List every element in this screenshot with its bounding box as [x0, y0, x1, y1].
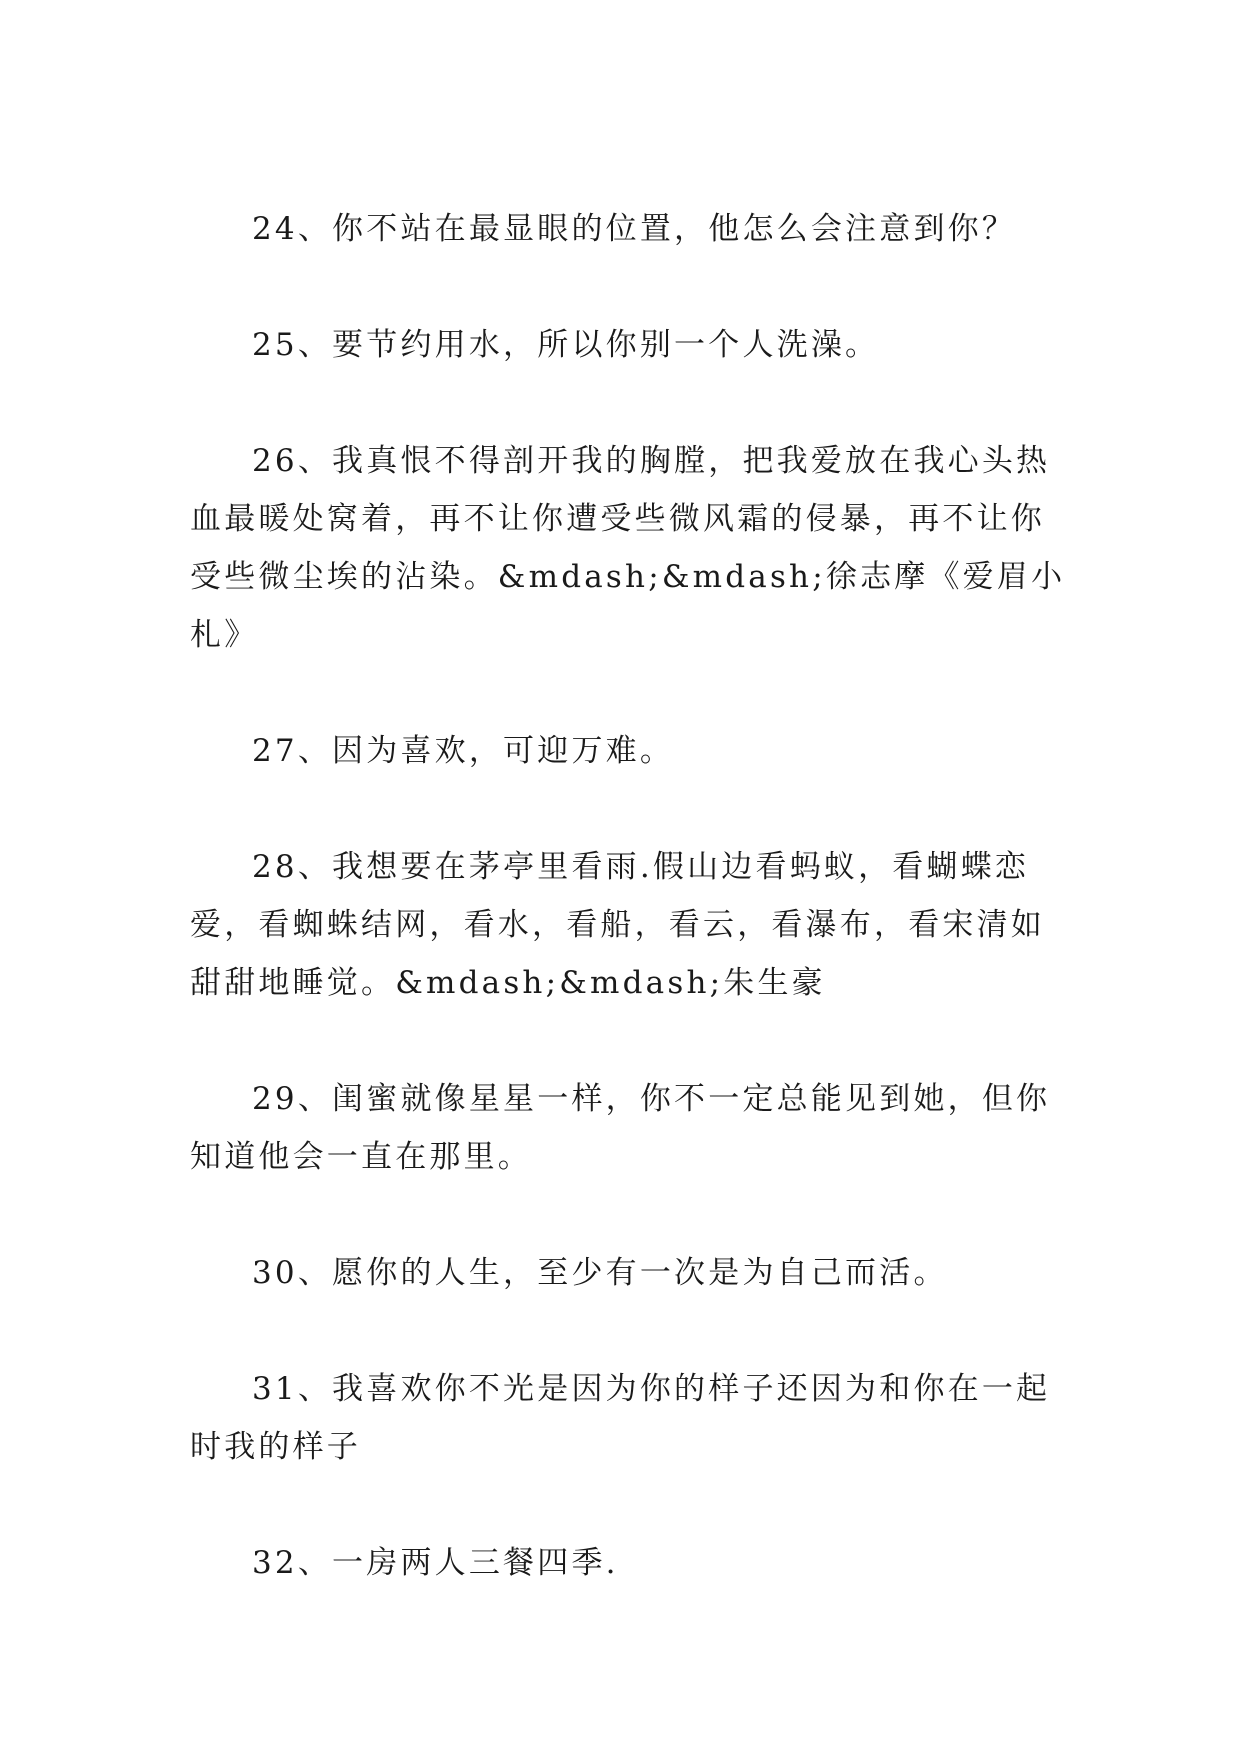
- paragraph-26: 26、我真恨不得剖开我的胸膛，把我爱放在我心头热血最暖处窝着，再不让你遭受些微风霜的侵暴，再不让你受些微尘埃的沾染。&mdash;&mdash;徐志摩《爱眉小札》: [190, 443, 1066, 653]
- paragraph-28: 28、我想要在茅亭里看雨.假山边看蚂蚁，看蝴蝶恋爱，看蜘蛛结网，看水，看船，看云，看瀑布，看宋清如甜甜地睡觉。&mdash;&mdash;朱生豪: [190, 849, 1045, 1001]
- paragraph-27: 27、因为喜欢，可迎万难。: [252, 733, 675, 769]
- paragraph-24: 24、你不站在最显眼的位置，他怎么会注意到你？: [252, 211, 1017, 247]
- paragraph-29: 29、闺蜜就像星星一样，你不一定总能见到她，但你知道他会一直在那里。: [190, 1081, 1051, 1175]
- paragraph-32: 32、一房两人三餐四季.: [252, 1545, 619, 1581]
- document-body: [190, 200, 1070, 1650]
- paragraph-25: 25、要节约用水，所以你别一个人洗澡。: [252, 327, 880, 363]
- paragraph-31: 31、我喜欢你不光是因为你的样子还因为和你在一起时我的样子: [190, 1371, 1051, 1465]
- paragraph-30: 30、愿你的人生，至少有一次是为自己而活。: [252, 1255, 948, 1291]
